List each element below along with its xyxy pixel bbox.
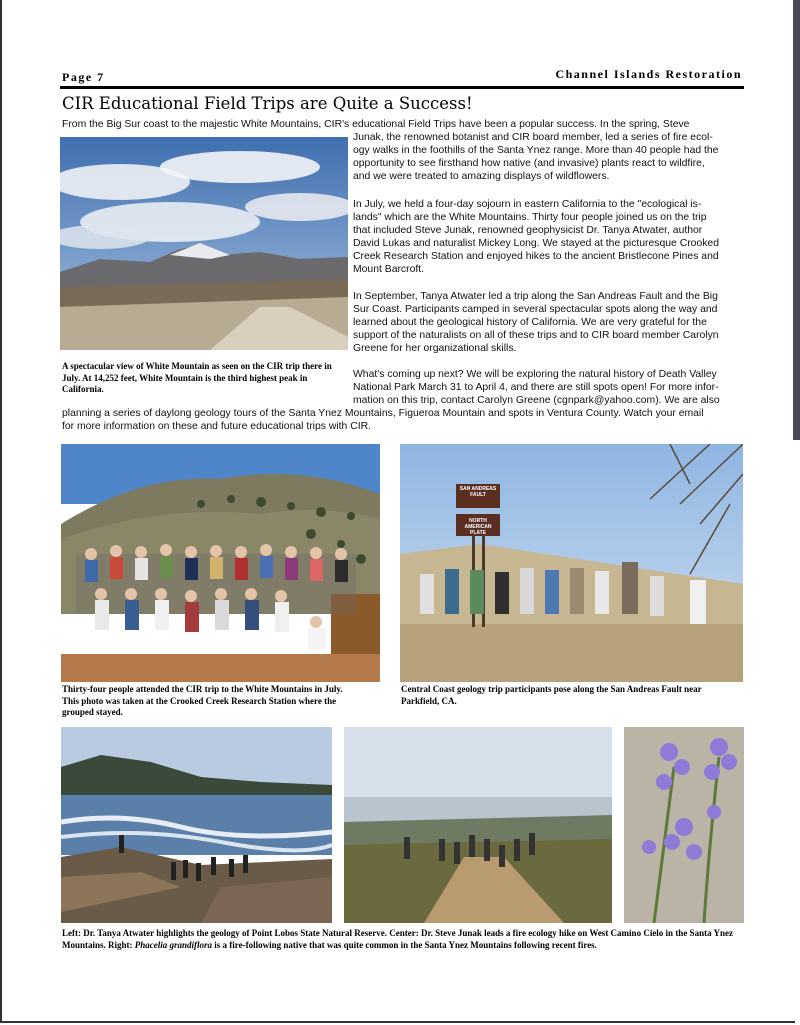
page-number: Page 7 [62,70,105,84]
text-line: In July, we held a four-day sojourn in eastern California to the "ecological is- [353,199,702,210]
text-line: opportunity to see firsthand how native (and invasive) plants react to wildfire, [353,158,705,170]
paragraph-1 [353,131,718,183]
text-line: Sur Coast. Participants camped in several spectacular spots along the way and [353,304,718,316]
phacelia-photo [624,727,744,923]
text-line: Junak, the renowned botanist and CIR board member, led a series of fire ecol- [353,132,713,143]
text-line: for more information on these and future educational trips with CIR. [62,421,371,433]
text-line: What's coming up next? We will be exploring the natural history of Death Valley [353,369,717,380]
plate-sign [456,518,500,536]
caption-text: Left: Dr. Tanya Atwater highlights the geology of Point Lobos State Natural Reserve. Center: Dr. Steve Junak leads a fire ecology hike on West Camino Cielo in the Santa Ynez Mountains. Right: [62,928,733,950]
group-photo-caption: Thirty-four people attended the CIR trip to the White Mountains in July. This photo was taken at the Crooked Creek Research Station where the grouped stayed. [62,684,343,717]
text-line: David Lukas and naturalist Mickey Long. We stayed at the picturesque Crooked [353,238,719,250]
intro-line: From the Big Sur coast to the majestic White Mountains, CIR's educational Field Trips have been a popular success. In the spring, Steve [62,119,690,130]
text-line: ogy walks in the foothills of the Santa Ynez range. More than 40 people had the [353,145,719,157]
sign-text: NORTH AMERICAN [464,518,492,530]
sign-text: PLATE [469,530,487,536]
page-shadow [793,0,800,440]
paragraph-3 [353,290,719,355]
text-line: Mount Barcroft. [353,264,425,276]
species-name: Phacelia grandiflora [134,939,213,950]
paragraph-2 [353,198,719,277]
header-rule [60,86,744,89]
camino-cielo-photo [344,727,612,923]
san-andreas-photo [400,444,743,682]
text-line: support of the naturalists on all of these trips and to CIR board member Carolyn [353,330,719,342]
text-line: Greene for her organizational skills. [353,343,517,355]
white-mountain-caption: A spectacular view of White Mountain as seen on the CIR trip there in July. At 14,252 feet, White Mountain is the third highest peak in California. [62,361,332,394]
article-title: CIR Educational Field Trips are Quite a Success! [62,94,473,113]
white-mountain-photo [60,137,348,350]
point-lobos-photo [61,727,332,923]
caption-text: is a fire-following native that was quite common in the Santa Ynez Mountains following recent fires. [212,939,597,950]
text-line: Creek Research Station and enjoyed hikes to the ancient Bristlecone Pines and [353,251,719,263]
text-line: planning a series of daylong geology tours of the Santa Ynez Mountains, Figueroa Mountain and spots in Ventura County. Watch your email [62,408,704,419]
text-line: National Park March 31 to April 4, and there are still spots open! For more infor- [353,382,719,394]
text-line: mation on this trip, contact Carolyn Greene (cgnpark@yahoo.com). We are also [353,395,720,407]
bottom-photos-caption [62,928,744,951]
publication-name: Channel Islands Restoration [555,67,742,81]
text-line: In September, Tanya Atwater led a trip along the San Andreas Fault and the Big [353,291,718,302]
san-andreas-caption: Central Coast geology trip participants pose along the San Andreas Fault near Parkfield, CA. [401,684,702,706]
text-line: lands" which are the White Mountains. Thirty four people joined us on the trip [353,212,707,224]
paragraph-4 [353,368,720,407]
text-line: that included Steve Junak, renowned geophysicist Dr. Tanya Atwater, author [353,225,703,237]
sign-text: FAULT [470,492,486,498]
text-line: learned about the geological history of California. We are very grateful for the [353,317,707,329]
text-line: and we were treated to amazing displays of wildflowers. [353,171,610,183]
fault-sign [456,486,500,498]
closing-paragraph [62,407,704,433]
group-photo [61,444,380,682]
sign-text: SAN ANDREAS [459,486,497,492]
